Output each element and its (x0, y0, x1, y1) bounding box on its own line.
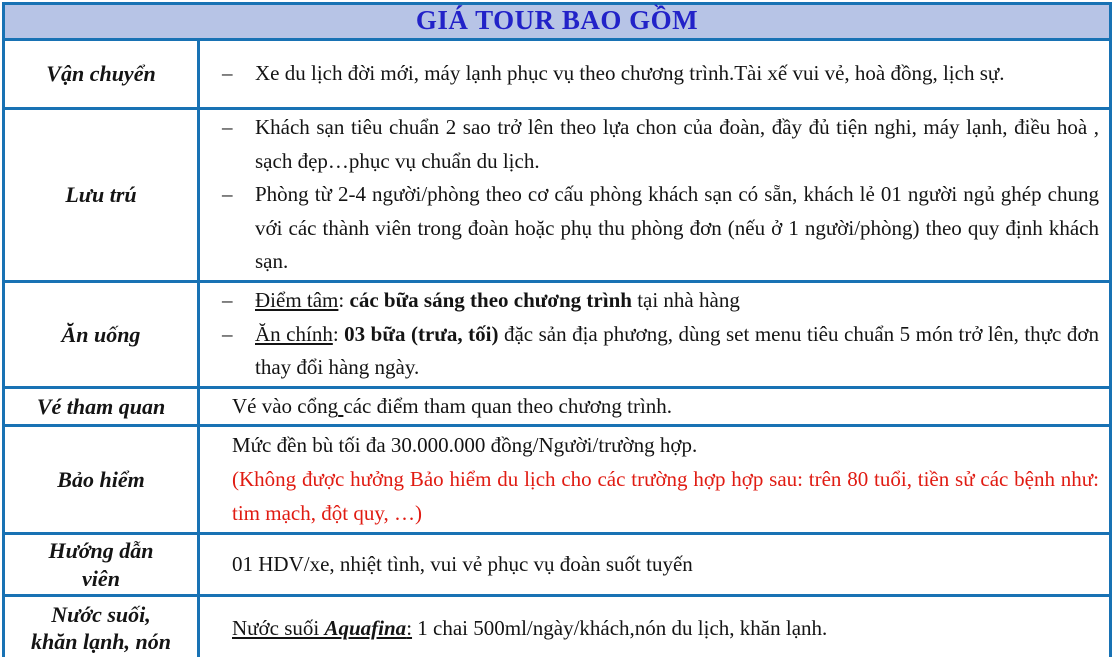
paragraph (200, 429, 1099, 463)
row-label-line: Vé tham quan (36, 393, 166, 419)
dash-bullet: – (222, 115, 233, 139)
text-segment: Aquafina (324, 615, 407, 640)
text-segment: Điểm tâm (255, 287, 339, 312)
text-segment: Xe du lịch đời mới, máy lạnh phục vụ theo chương trình.Tài xế vui vẻ, hoà đồng, lịch sự. (255, 61, 1005, 86)
table-title: GIÁ TOUR BAO GỒM (415, 5, 699, 35)
row-label (5, 110, 200, 280)
dash-bullet: – (222, 182, 233, 207)
row-label-line: Vận chuyển (46, 61, 156, 87)
row-label (5, 389, 200, 425)
paragraph (200, 463, 1099, 530)
row-label-line: Ăn uống (61, 321, 141, 347)
text-segment: Mức đền bù tối đa 30.000.000 đồng/Người/trường hợp. (232, 433, 698, 458)
text-segment: : (332, 321, 345, 346)
table-row (5, 597, 1109, 657)
text-segment: : (338, 287, 350, 312)
paragraph (200, 612, 1099, 646)
row-label-line: Lưu trú (65, 182, 137, 208)
text-segment: (Không được hưởng Bảo hiểm du lịch cho các trường hợp hợp sau: trên 80 tuổi, tiền sử các bệnh như: tim mạch, đột quy, …) (232, 467, 1099, 525)
row-content (200, 535, 1109, 594)
table-header (5, 5, 1109, 41)
table-row (5, 389, 1109, 428)
row-label (5, 41, 200, 107)
table-row (5, 110, 1109, 283)
text-segment: tại nhà hàng (631, 287, 740, 312)
text-segment: 01 HDV/xe, nhiệt tình, vui vẻ phục vụ đoàn suốt tuyến (232, 552, 693, 577)
table-row (5, 41, 1109, 110)
tour-includes-table (2, 2, 1112, 657)
text-segment: Ăn chính (255, 321, 333, 346)
text-segment: Khách sạn tiêu chuẩn 2 sao trở lên theo lựa chon của đoàn, đầy đủ tiện nghi, máy lạnh, điều hoà , sạch đẹp…phục vụ chuẩn du lịch. (255, 115, 1099, 173)
row-label-line: Hướng dẫn (48, 538, 154, 564)
bullet-paragraph (200, 318, 1099, 385)
bullet-paragraph (200, 284, 1099, 318)
text-segment: các điểm tham quan theo chương trình. (343, 393, 673, 418)
row-content (200, 427, 1109, 532)
table-row (5, 283, 1109, 389)
row-label (5, 427, 200, 532)
bullet-paragraph (200, 178, 1099, 279)
table-row (5, 535, 1109, 597)
rows-container (5, 41, 1109, 657)
text-segment: 1 chai 500ml/ngày/khách,nón du lịch, khăn lạnh. (412, 615, 828, 640)
row-content (200, 389, 1109, 425)
row-content (200, 283, 1109, 386)
row-content (200, 41, 1109, 107)
paragraph (200, 548, 1099, 582)
row-label-line: Bảo hiểm (57, 467, 145, 493)
bullet-paragraph (200, 57, 1099, 91)
table-row (5, 427, 1109, 535)
text-segment: Nước suối (232, 615, 325, 640)
text-segment: 03 bữa (trưa, tối) (344, 321, 499, 346)
text-segment: : (406, 615, 413, 640)
text-segment: các bữa sáng theo chương trình (349, 287, 632, 312)
row-label-line: khăn lạnh, nón (30, 629, 172, 655)
text-segment: Phòng từ 2-4 người/phòng theo cơ cấu phòng khách sạn có sẵn, khách lẻ 01 người ngủ ghép chung với các thành viên trong đoàn hoặc phụ thu phòng đơn (nếu ở 1 người/phòng) theo quy định khách sạn. (255, 182, 1099, 274)
paragraph (200, 390, 1099, 424)
row-content (200, 110, 1109, 280)
row-label (5, 535, 200, 594)
text-segment: đặc sản địa phương, dùng set menu tiêu chuẩn 5 món trở lên, thực đơn thay đổi hàng ngày. (255, 321, 1099, 380)
row-label-line: viên (82, 565, 120, 591)
dash-bullet: – (222, 61, 233, 86)
row-content (200, 597, 1109, 657)
row-label-line: Nước suối, (51, 601, 151, 627)
dash-bullet: – (222, 321, 233, 346)
text-segment: Vé vào cổng (232, 393, 339, 418)
dash-bullet: – (222, 287, 233, 312)
row-label (5, 283, 200, 386)
bullet-paragraph (200, 111, 1099, 178)
row-label (5, 597, 200, 657)
